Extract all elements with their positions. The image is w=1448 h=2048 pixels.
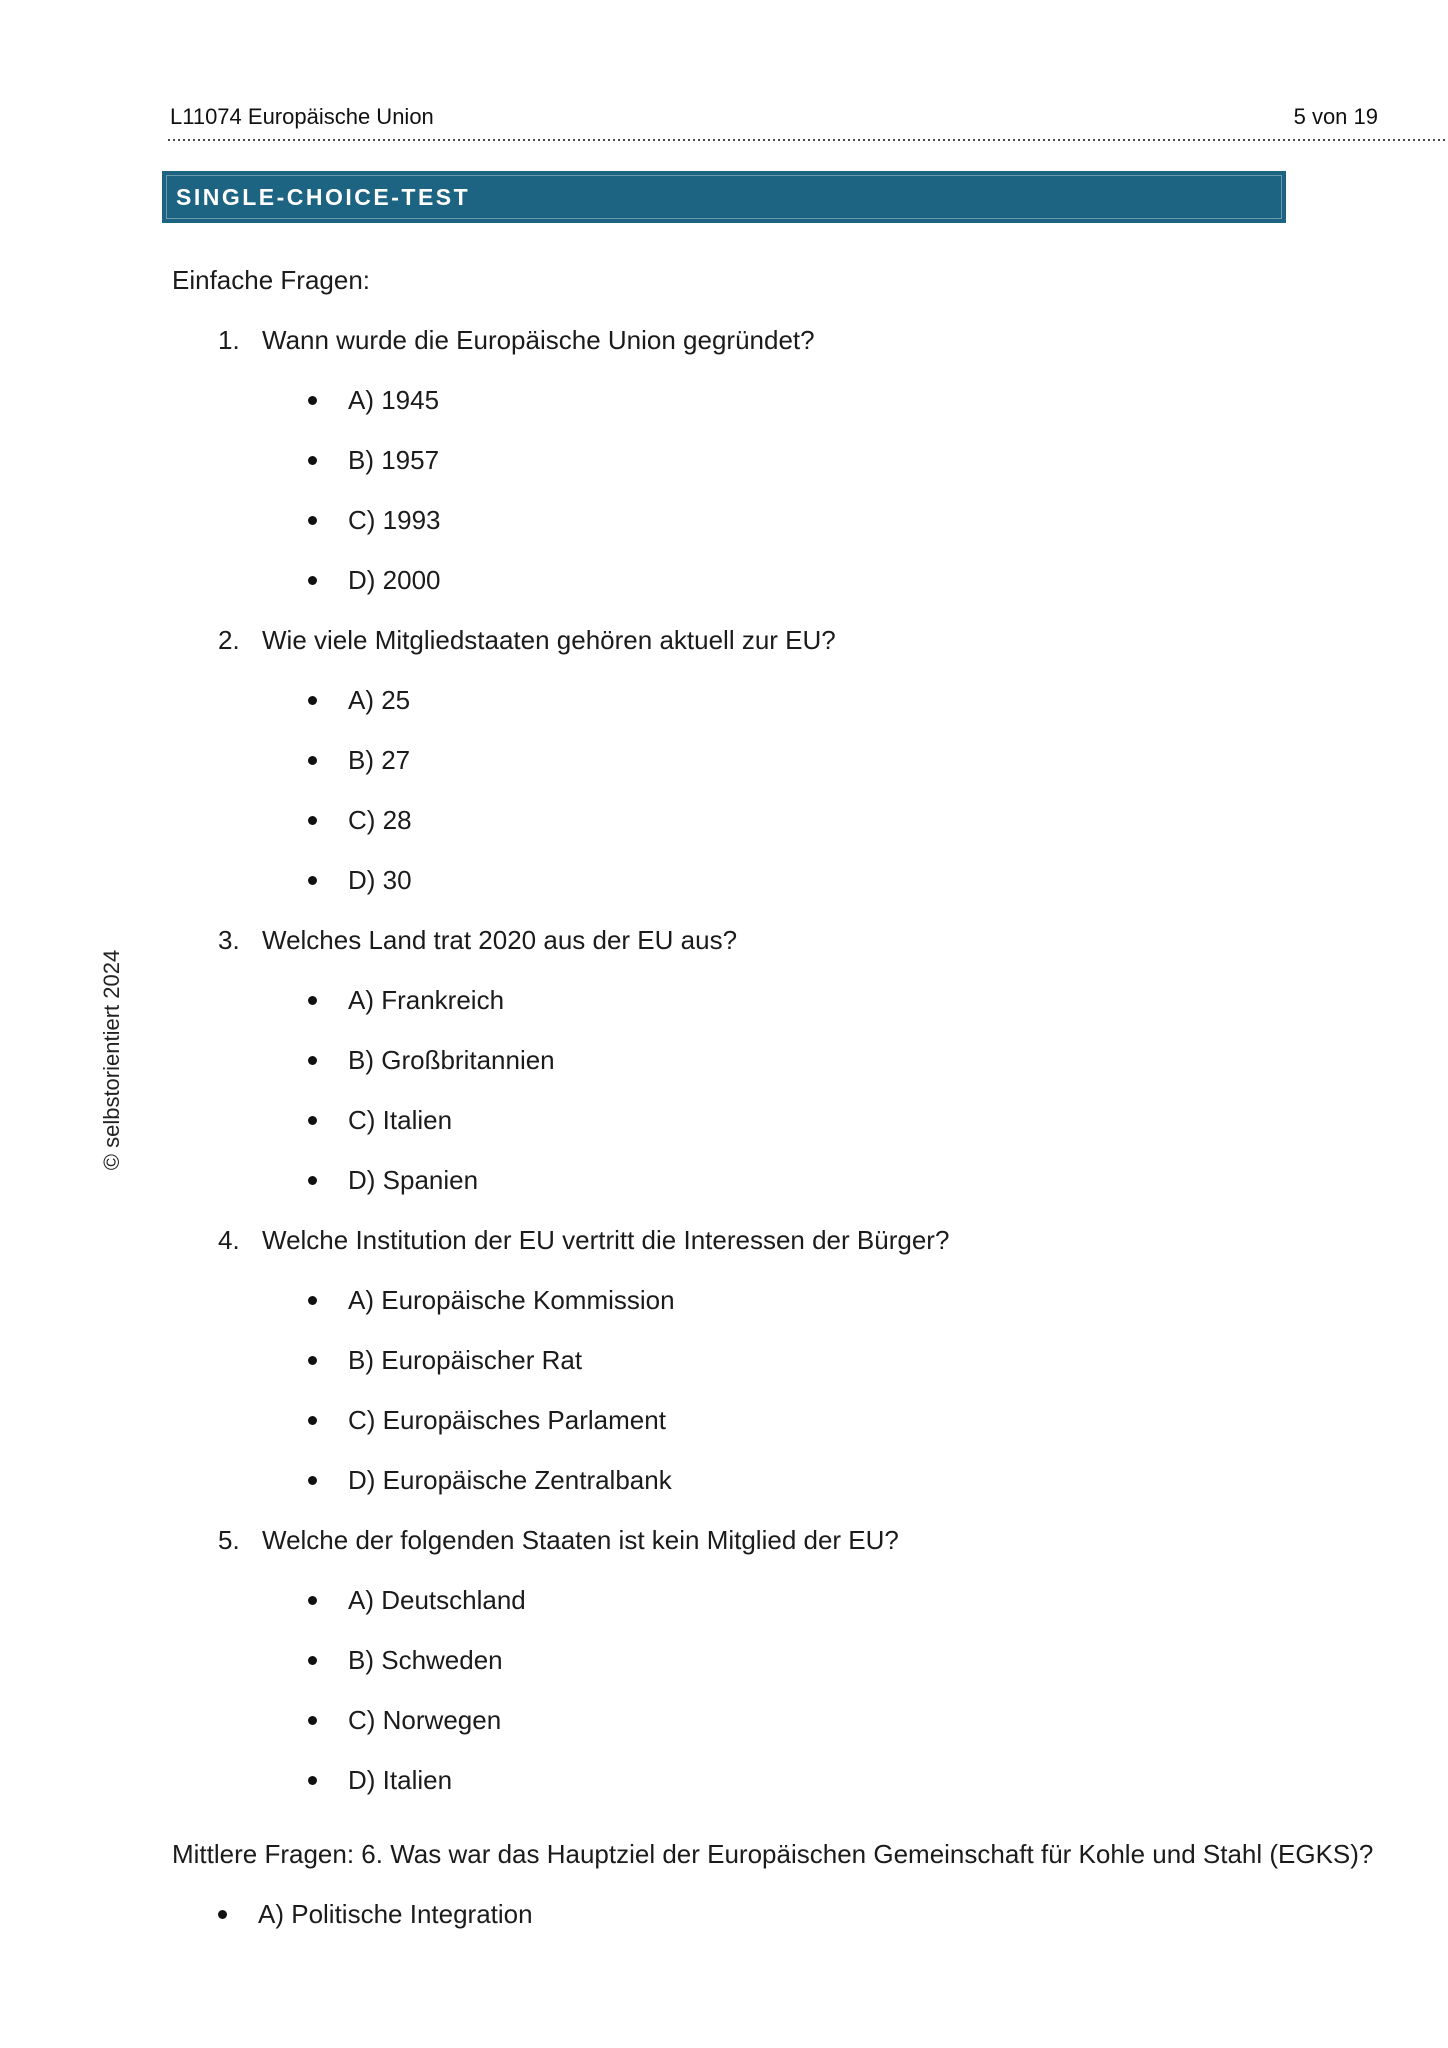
questions-list [0,323,1448,1797]
bullet-wrap [308,576,348,585]
answer-option [308,863,1448,897]
answer-option-label: B) Schweden [348,1645,503,1675]
bullet-icon [308,1116,317,1125]
bullet-icon [308,456,317,465]
answer-option-label: A) Deutschland [348,1585,526,1615]
bullet-wrap [308,1716,348,1725]
bullet-icon [308,1296,317,1305]
bullet-wrap [308,756,348,765]
medium-options-list [0,1897,1448,1931]
answer-option-label: D) 30 [348,865,412,895]
bullet-icon [308,1656,317,1665]
bullet-wrap [308,1776,348,1785]
header-page-indicator: 5 von 19 [1293,104,1378,129]
bullet-wrap [308,1356,348,1365]
question-item [218,1223,1448,1257]
answer-option-label: C) 28 [348,805,412,835]
question-number: 4. [218,1225,240,1255]
question-number: 5. [218,1525,240,1555]
question-number: 1. [218,325,240,355]
page-title: SINGLE-CHOICE-TEST [176,183,471,210]
bullet-icon [308,516,317,525]
bullet-wrap [308,1656,348,1665]
easy-questions-label: Einfache Fragen: [172,265,371,295]
header-doc-code: L11074 Europäische Union [170,104,434,129]
answer-option [308,1583,1448,1617]
bullet-icon [308,1056,317,1065]
question-item [218,1523,1448,1557]
bullet-wrap [308,1416,348,1425]
bullet-wrap [308,996,348,1005]
answer-option [308,503,1448,537]
bullet-wrap [218,1910,258,1919]
answer-option [308,1703,1448,1737]
answer-option-label: B) 1957 [348,445,440,475]
question-number: 2. [218,625,240,655]
answer-option [308,1343,1448,1377]
answer-option-label: C) Italien [348,1105,453,1135]
answer-option-label: A) Frankreich [348,985,505,1015]
answer-option [308,803,1448,837]
bullet-wrap [308,1596,348,1605]
answer-option-label: B) Großbritannien [348,1045,555,1075]
bullet-wrap [308,1296,348,1305]
question-text: Welche Institution der EU vertritt die Interessen der Bürger? [262,1225,950,1255]
bullet-icon [308,1176,317,1185]
answer-option [308,563,1448,597]
answer-option-label: A) 1945 [348,385,440,415]
bullet-icon [218,1910,227,1919]
answer-option [218,1897,1448,1931]
bullet-icon [308,1356,317,1365]
bullet-wrap [308,876,348,885]
bullet-wrap [308,696,348,705]
question-text: Wann wurde die Europäische Union gegründet? [262,325,815,355]
answer-option [308,1463,1448,1497]
bullet-wrap [308,516,348,525]
bullet-icon [308,996,317,1005]
question-item [218,623,1448,657]
bullet-wrap [308,1116,348,1125]
question-item [218,323,1448,357]
answer-option-label: D) 2000 [348,565,441,595]
answer-option-label: B) Europäischer Rat [348,1345,583,1375]
bullet-icon [308,576,317,585]
bullet-icon [308,756,317,765]
copyright-vertical-text: © selbstorientiert 2024 [99,949,124,1171]
answer-option-label: C) 1993 [348,505,441,535]
answer-option-label: A) Europäische Kommission [348,1285,675,1315]
answer-option [308,1403,1448,1437]
question-text: Welche der folgenden Staaten ist kein Mitglied der EU? [262,1525,899,1555]
answer-option [308,443,1448,477]
bullet-icon [308,696,317,705]
bullet-icon [308,396,317,405]
answer-option [308,743,1448,777]
question-text: Welches Land trat 2020 aus der EU aus? [262,925,738,955]
page-header [170,104,1448,130]
bullet-wrap [308,456,348,465]
header-divider [168,139,1448,141]
answer-option [308,383,1448,417]
bullet-wrap [308,1476,348,1485]
answer-option-label: C) Norwegen [348,1705,502,1735]
answer-option-label: B) 27 [348,745,411,775]
answer-option-label: D) Spanien [348,1165,479,1195]
question-number: 3. [218,925,240,955]
answer-option [308,1283,1448,1317]
answer-option [308,1043,1448,1077]
title-banner [162,171,1286,223]
bullet-icon [308,1776,317,1785]
question-item [218,923,1448,957]
answer-option-label: A) Politische Integration [258,1899,533,1929]
bullet-icon [308,1416,317,1425]
bullet-icon [308,876,317,885]
answer-option [308,1103,1448,1137]
answer-option-label: A) 25 [348,685,411,715]
bullet-icon [308,1476,317,1485]
bullet-icon [308,1716,317,1725]
answer-option [308,1163,1448,1197]
answer-option [308,683,1448,717]
bullet-icon [308,1596,317,1605]
bullet-wrap [308,396,348,405]
medium-questions-label: Mittlere Fragen: 6. Was war das Hauptziel der Europäischen Gemeinschaft für Kohle und Stahl (EGKS)? [172,1839,1374,1869]
bullet-wrap [308,1056,348,1065]
answer-option-label: D) Europäische Zentralbank [348,1465,672,1495]
bullet-icon [308,816,317,825]
bullet-wrap [308,816,348,825]
question-text: Wie viele Mitgliedstaaten gehören aktuell zur EU? [262,625,836,655]
answer-option-label: C) Europäisches Parlament [348,1405,666,1435]
answer-option-label: D) Italien [348,1765,453,1795]
bullet-wrap [308,1176,348,1185]
answer-option [308,983,1448,1017]
answer-option [308,1643,1448,1677]
answer-option [308,1763,1448,1797]
